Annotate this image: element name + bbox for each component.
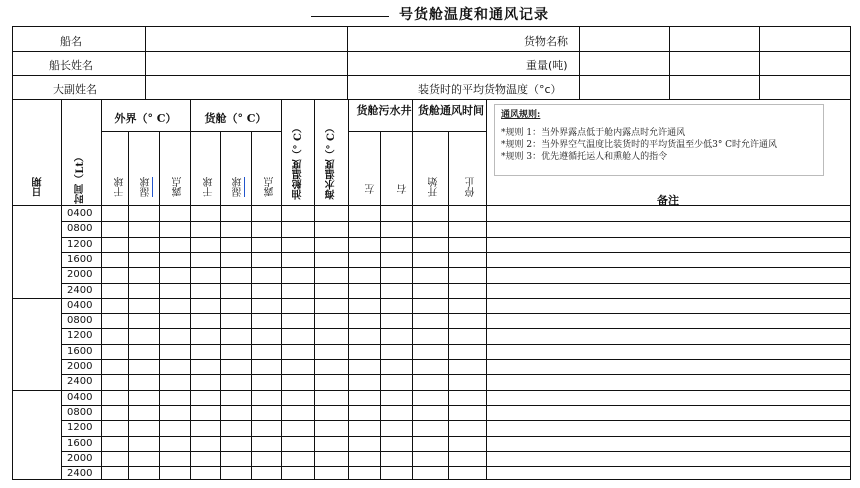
time-cell: 1600 bbox=[67, 437, 93, 449]
rule-3: *规则 3：优先遵循托运人和熏舱人的指令 bbox=[501, 152, 668, 162]
time-cell: 2400 bbox=[67, 376, 93, 388]
vent-start-header: 开始 bbox=[429, 177, 440, 197]
sub-column-rule bbox=[128, 131, 129, 479]
table-row-rule bbox=[61, 405, 850, 406]
avg-temp-field-2[interactable] bbox=[670, 76, 760, 100]
chief-officer-label: 大副姓名 bbox=[53, 83, 97, 96]
outside-group-header: 外界（° C） bbox=[114, 112, 177, 125]
time-cell: 1200 bbox=[67, 330, 93, 342]
table-row-rule bbox=[61, 221, 850, 222]
time-cell: 2000 bbox=[67, 269, 93, 281]
column-rule bbox=[412, 100, 413, 479]
table-row-rule bbox=[61, 313, 850, 314]
bilge-right-header: 右 bbox=[398, 184, 409, 194]
bilge-group-rule bbox=[348, 131, 486, 132]
column-rule bbox=[314, 100, 315, 479]
table-row-rule bbox=[13, 390, 850, 391]
time-cell: 0400 bbox=[67, 299, 93, 311]
captain-field[interactable] bbox=[146, 52, 348, 76]
time-cell: 0400 bbox=[67, 208, 93, 219]
table-row-rule bbox=[61, 374, 850, 375]
table-row-rule bbox=[61, 267, 850, 268]
outside-dew-header: 露点 bbox=[173, 177, 184, 197]
sub-column-rule bbox=[251, 131, 252, 479]
vent-stop-header: 停止 bbox=[466, 177, 477, 197]
group-divider bbox=[190, 100, 191, 479]
avg-temp-field-3[interactable] bbox=[760, 76, 850, 100]
time-cell: 0800 bbox=[67, 406, 93, 418]
remarks-header: 备注 bbox=[657, 194, 679, 207]
vent-group-header: 货舱通风时间 bbox=[418, 104, 484, 117]
time-cell: 2000 bbox=[67, 452, 93, 464]
time-cell: 1600 bbox=[67, 345, 93, 357]
table-row-rule bbox=[13, 298, 850, 299]
bilge-left-header: 左 bbox=[366, 184, 377, 194]
time-cell: 2400 bbox=[67, 468, 93, 480]
time-cell: 2000 bbox=[67, 361, 93, 372]
rules-title: 通风规则: bbox=[501, 110, 541, 120]
table-row-rule bbox=[61, 283, 850, 284]
cargo-dry-header: 干球 bbox=[204, 177, 215, 197]
hold-number-blank[interactable] bbox=[311, 16, 389, 17]
time-cell: 0800 bbox=[67, 223, 93, 235]
sea-temp-header: 海水温度（° C） bbox=[326, 123, 337, 200]
captain-label: 船长姓名 bbox=[49, 59, 93, 72]
time-cell: 1600 bbox=[67, 253, 93, 265]
column-rule bbox=[486, 100, 487, 479]
ventilation-rules-box bbox=[494, 104, 824, 176]
weight-field-3[interactable] bbox=[760, 52, 850, 76]
avg-temp-field-1[interactable] bbox=[580, 76, 670, 100]
date-header: 日期 bbox=[33, 177, 44, 197]
column-rule bbox=[348, 100, 349, 479]
time-cell: 0400 bbox=[67, 391, 93, 403]
table-row-rule bbox=[61, 328, 850, 329]
table-row-rule bbox=[61, 344, 850, 345]
weight-field-2[interactable] bbox=[670, 52, 760, 76]
rule-2: *规则 2：当外界空气温度比装货时的平均货温至少低3° C时允许通风 bbox=[501, 140, 778, 150]
outside-dry-header: 干球 bbox=[115, 177, 126, 197]
oil-tank-temp-header: 油舱温度（° C） bbox=[293, 123, 304, 200]
weight-field-1[interactable] bbox=[580, 52, 670, 76]
cargo-name-field-3[interactable] bbox=[760, 27, 850, 52]
cargo-name-field-2[interactable] bbox=[670, 27, 760, 52]
weight-label: 重量(吨) bbox=[526, 59, 568, 72]
page-title: 号货舱温度和通风记录 bbox=[0, 4, 860, 24]
sub-column-rule bbox=[220, 131, 221, 479]
sub-column-rule bbox=[159, 131, 160, 479]
table-row-rule bbox=[61, 252, 850, 253]
time-cell: 2400 bbox=[67, 284, 93, 296]
rule-1: *规则 1：当外界露点低于舱内露点时允许通风 bbox=[501, 128, 686, 138]
ship-name-field[interactable] bbox=[146, 27, 348, 52]
cargo-name-label: 货物名称 bbox=[524, 35, 568, 48]
time-header: 时间（Lt） bbox=[75, 152, 86, 204]
bilge-group-header: 货舱污水井 bbox=[356, 104, 412, 117]
cargo-name-field-1[interactable] bbox=[580, 27, 670, 52]
time-cell: 0800 bbox=[67, 315, 93, 327]
table-row-rule bbox=[61, 420, 850, 421]
table-row-rule bbox=[61, 359, 850, 360]
cargo-group-header: 货舱（° C） bbox=[204, 112, 267, 125]
chief-officer-field[interactable] bbox=[146, 76, 348, 100]
avg-temp-label: 装货时的平均货物温度（°c） bbox=[418, 83, 562, 96]
sub-column-rule bbox=[380, 131, 381, 479]
cargo-wet-header: 湿球 bbox=[233, 177, 244, 197]
column-rule bbox=[61, 100, 62, 479]
sub-column-rule bbox=[448, 131, 449, 479]
record-sheet bbox=[12, 26, 851, 480]
cargo-dew-header: 露点 bbox=[265, 177, 276, 197]
ship-name-label: 船名 bbox=[60, 35, 82, 48]
table-row-rule bbox=[61, 237, 850, 238]
table-row-rule bbox=[61, 451, 850, 452]
time-cell: 1200 bbox=[67, 238, 93, 250]
column-rule bbox=[281, 100, 282, 479]
time-cell: 1200 bbox=[67, 422, 93, 434]
outside-wet-header: 湿球 bbox=[141, 177, 152, 197]
column-rule bbox=[101, 100, 102, 479]
table-row-rule bbox=[61, 466, 850, 467]
table-row-rule bbox=[61, 436, 850, 437]
